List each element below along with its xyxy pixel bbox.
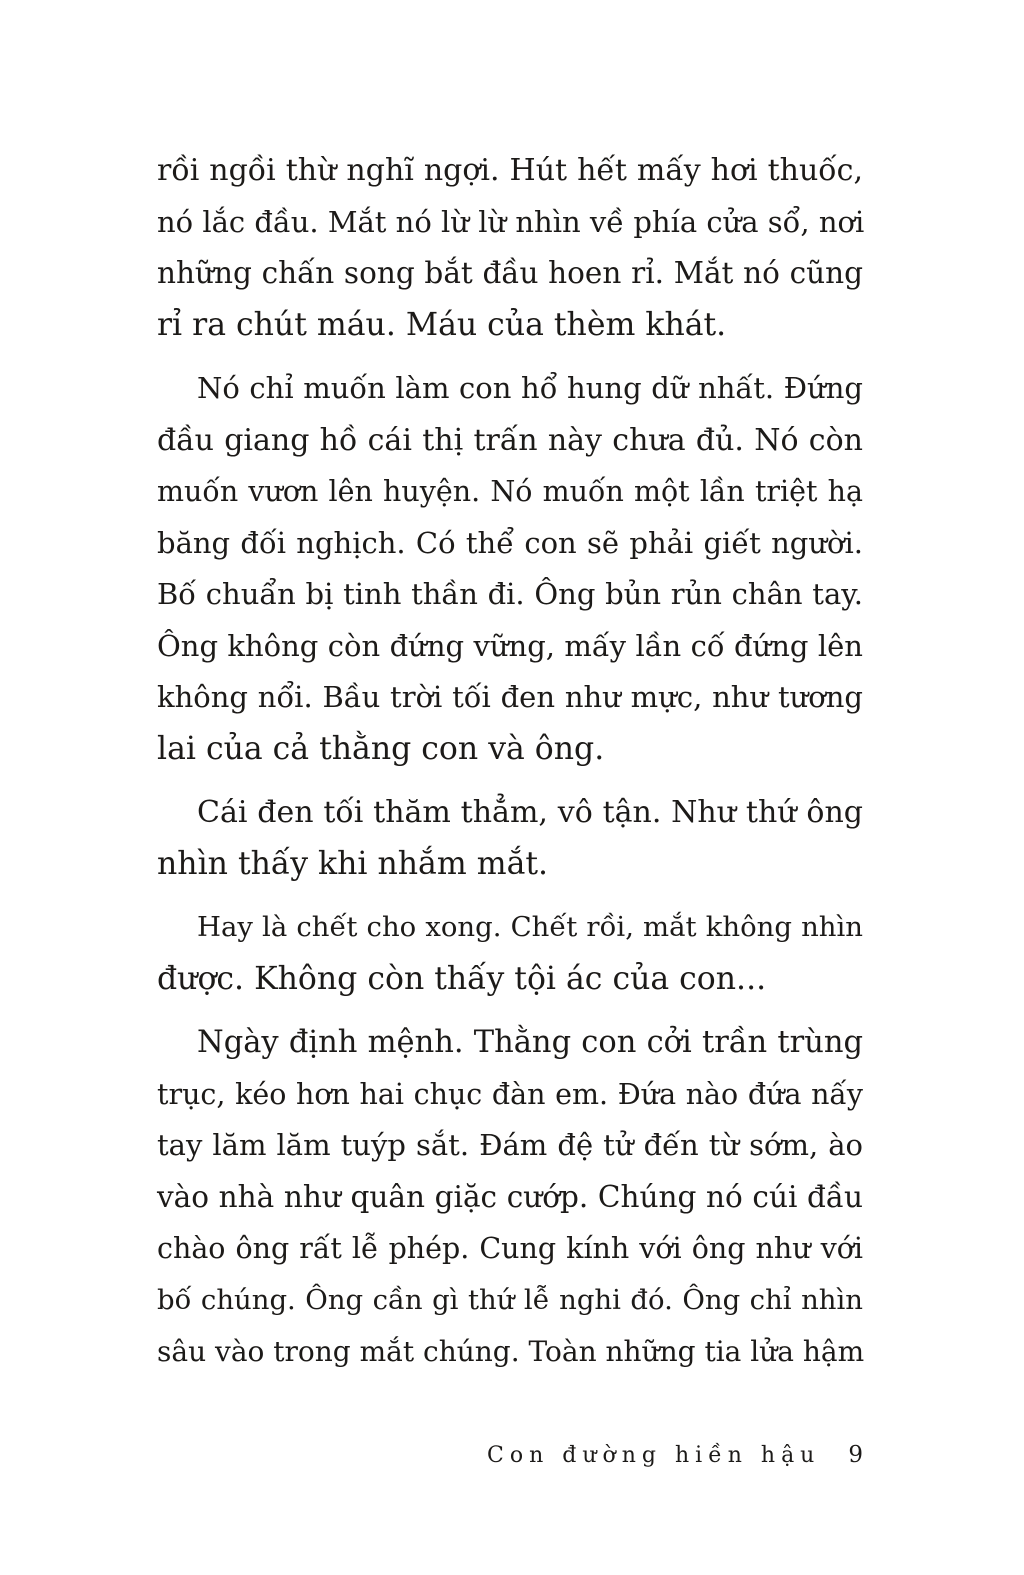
text-line: trục, kéo hơn hai chục đàn em. Đứa nào đứa nấy bbox=[157, 1077, 863, 1111]
text-line: những chấn song bắt đầu hoen rỉ. Mắt nó cũng bbox=[157, 256, 863, 290]
text-line: bố chúng. Ông cần gì thứ lễ nghi đó. Ông chỉ nhìn bbox=[157, 1283, 863, 1316]
text-line: không nổi. Bầu trời tối đen như mực, như tương bbox=[157, 680, 863, 714]
text-line: chào ông rất lễ phép. Cung kính với ông như với bbox=[157, 1232, 863, 1265]
paragraph-2 bbox=[157, 363, 863, 775]
text-line: Bố chuẩn bị tinh thần đi. Ông bủn rủn chân tay. bbox=[157, 577, 863, 611]
text-line: rồi ngồi thừ nghĩ ngợi. Hút hết mấy hơi thuốc, bbox=[157, 153, 863, 188]
paragraph-5 bbox=[157, 1017, 863, 1378]
text-line: đầu giang hồ cái thị trấn này chưa đủ. Nó còn bbox=[157, 422, 863, 458]
text-line: Cái đen tối thăm thẳm, vô tận. Như thứ ông bbox=[197, 795, 863, 830]
text-line: Hay là chết cho xong. Chết rồi, mắt không nhìn bbox=[197, 911, 863, 943]
running-title: Con đường hiền hậu bbox=[487, 1443, 821, 1468]
paragraph-3 bbox=[157, 787, 863, 890]
text-line: tay lăm lăm tuýp sắt. Đám đệ tử đến từ sớm, ào bbox=[157, 1128, 863, 1162]
text-line: rỉ ra chút máu. Máu của thèm khát. bbox=[157, 306, 727, 343]
paragraph-1 bbox=[157, 145, 863, 351]
page-footer bbox=[157, 1442, 863, 1478]
text-line: nhìn thấy khi nhắm mắt. bbox=[157, 845, 549, 882]
text-line: Ngày định mệnh. Thằng con cởi trần trùng bbox=[197, 1025, 863, 1060]
text-line: được. Không còn thấy tội ác của con... bbox=[157, 960, 767, 997]
text-line: vào nhà như quân giặc cướp. Chúng nó cúi đầu bbox=[157, 1179, 863, 1214]
page-number: 9 bbox=[848, 1442, 863, 1468]
page-body bbox=[157, 145, 863, 1390]
text-line: Ông không còn đứng vững, mấy lần cố đứng lên bbox=[157, 628, 863, 663]
text-line: sâu vào trong mắt chúng. Toàn những tia lửa hậm bbox=[157, 1335, 865, 1368]
text-line: nó lắc đầu. Mắt nó lừ lừ nhìn về phía cửa sổ, nơi bbox=[157, 204, 865, 239]
text-line: băng đối nghịch. Có thể con sẽ phải giết người. bbox=[157, 525, 863, 560]
paragraph-4 bbox=[157, 902, 863, 1005]
text-line: muốn vươn lên huyện. Nó muốn một lần triệt hạ bbox=[157, 475, 863, 508]
text-line: Nó chỉ muốn làm con hổ hung dữ nhất. Đứng bbox=[197, 371, 863, 405]
text-line: lai của cả thằng con và ông. bbox=[157, 730, 605, 767]
